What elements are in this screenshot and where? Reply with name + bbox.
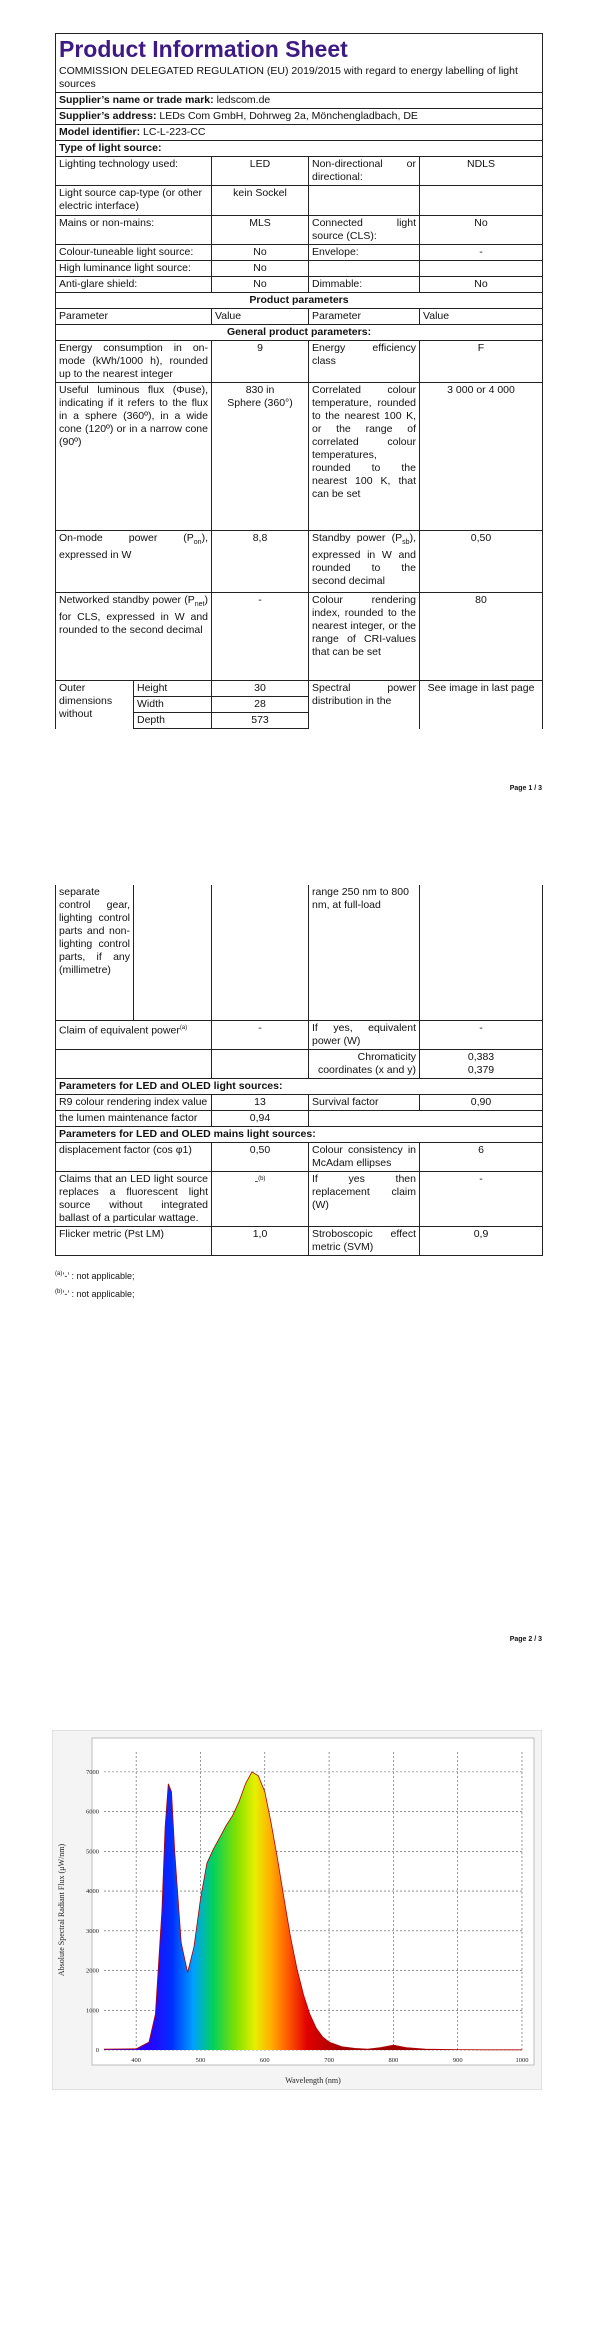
supplier-address-row	[56, 109, 543, 125]
claims-footnote-mark: (b)	[258, 1175, 266, 1182]
light-source-heading: Type of light source:	[56, 141, 543, 157]
ls-value: kein Sockel	[212, 186, 309, 216]
flicker-metric-value: 1,0	[212, 1226, 309, 1255]
dimensions-empty-cell	[134, 885, 212, 1020]
colour-consistency-label: Colour consistency in McAdam ellipses	[309, 1142, 420, 1171]
equivalent-power-w-label: If yes, equivalent power (W)	[309, 1020, 420, 1049]
replacement-claim-value: -	[420, 1171, 543, 1226]
ls-label: Non-directional or directional:	[309, 157, 420, 186]
net-label-tail: ) for CLS, expressed in W and rounded to the second decimal	[59, 594, 208, 637]
standby-label-sub: sb	[402, 539, 410, 547]
page-title: Product Information Sheet	[56, 34, 543, 65]
ls-value: -	[420, 245, 543, 261]
spectrum-chart	[52, 1730, 542, 2090]
regulation-text: COMMISSION DELEGATED REGULATION (EU) 2019/2015 with regard to energy labelling of light sources	[56, 64, 543, 93]
y-tick-label: 3000	[86, 1927, 99, 1935]
net-label-text: Networked standby power (P	[59, 594, 195, 606]
ls-row-high-luminance	[56, 261, 543, 277]
flicker-row	[56, 1226, 543, 1255]
cri-label: Colour rendering index, rounded to the nearest integer, or the range of CRI-values that can be set	[309, 593, 420, 681]
ls-value	[420, 261, 543, 277]
chromaticity-empty-cell	[212, 1049, 309, 1078]
standby-label-text: Standby power (P	[312, 532, 403, 544]
ls-value	[420, 186, 543, 216]
ls-label: Light source cap-type (or other electric interface)	[56, 186, 212, 216]
x-tick-label: 1000	[515, 2057, 529, 2064]
equivalent-power-label	[56, 1020, 212, 1049]
networked-standby-label	[56, 593, 212, 681]
ls-row-anti-glare	[56, 277, 543, 293]
supplier-name-value: ledscom.de	[216, 94, 271, 106]
ls-value: LED	[212, 157, 309, 186]
footnote-a	[55, 1268, 135, 1283]
fluorescent-claims-value	[212, 1171, 309, 1226]
fluorescent-claims-label: Claims that an LED light source replaces a fluorescent light source without integrated ballast of a particular wattage.	[56, 1171, 212, 1226]
height-label: Height	[134, 681, 212, 697]
equivalent-power-w-value: -	[420, 1020, 543, 1049]
lumen-maintenance-value: 0,94	[212, 1110, 309, 1126]
ls-label: Dimmable:	[309, 277, 420, 293]
column-header-parameter: Parameter	[56, 309, 212, 325]
networked-standby-value: -	[212, 593, 309, 681]
luminous-flux-value-line: Sphere (360°)	[227, 397, 293, 409]
x-tick-label: 900	[452, 2057, 463, 2064]
ls-row-colour-tuneable	[56, 245, 543, 261]
column-header-parameter: Parameter	[309, 309, 420, 325]
lumen-empty-cell	[309, 1110, 420, 1126]
replacement-claim-label: If yes then replacement claim (W)	[309, 1171, 420, 1226]
onmode-power-value: 8,8	[212, 531, 309, 593]
chromaticity-x: 0,383	[467, 1050, 495, 1063]
supplier-address-label: Supplier’s address:	[59, 110, 157, 122]
equiv-label-text: Claim of equivalent power	[59, 1024, 180, 1036]
outer-dimensions-label: Outer dimensions without	[56, 681, 134, 729]
column-header-value: Value	[420, 309, 543, 325]
chromaticity-y: 0,379	[467, 1063, 495, 1076]
ls-value: MLS	[212, 216, 309, 245]
flux-row	[56, 383, 543, 531]
colour-consistency-value: 6	[420, 1142, 543, 1171]
net-label-sub: net	[194, 601, 205, 609]
cri-value: 80	[420, 593, 543, 681]
ls-label: Envelope:	[309, 245, 420, 261]
column-header-row	[56, 309, 543, 325]
onmode-label-tail: ), expressed in W	[59, 532, 208, 562]
ls-value: No	[420, 216, 543, 245]
x-tick-label: 800	[388, 2057, 399, 2064]
dimensions-continued-row	[56, 885, 543, 1020]
ls-label	[309, 261, 420, 277]
chromaticity-empty-cell	[56, 1049, 212, 1078]
ls-label: Connected light source (CLS):	[309, 216, 420, 245]
width-label: Width	[134, 697, 212, 713]
displacement-factor-value: 0,50	[212, 1142, 309, 1171]
lumen-maintenance-row	[56, 1110, 543, 1126]
model-identifier-label: Model identifier:	[59, 126, 141, 138]
product-sheet-page1	[55, 33, 543, 729]
ls-label: Anti-glare shield:	[56, 277, 212, 293]
y-tick-label: 6000	[86, 1808, 99, 1816]
onmode-label-sub: on	[193, 539, 202, 547]
width-value: 28	[212, 697, 309, 713]
lumen-maintenance-label: the lumen maintenance factor	[56, 1110, 212, 1126]
onmode-row	[56, 531, 543, 593]
spectral-empty-cell	[420, 885, 543, 1020]
r9-value: 13	[212, 1094, 309, 1110]
ls-label: Lighting technology used:	[56, 157, 212, 186]
ls-value: No	[420, 277, 543, 293]
flicker-metric-label: Flicker metric (Pst LM)	[56, 1226, 212, 1255]
ls-value: No	[212, 261, 309, 277]
cct-label: Correlated colour temperature, rounded to the nearest 100 K, or the range of correlated colour temperatures, rounded to the nearest 100 K, that can be set	[309, 383, 420, 531]
energy-consumption-value: 9	[212, 341, 309, 383]
cct-value: 3 000 or 4 000	[420, 383, 543, 531]
equivalent-power-value: -	[212, 1020, 309, 1049]
ls-row-cap-type	[56, 186, 543, 216]
y-axis-label: Absolute Spectral Radiant Flux (μW/nm)	[57, 1843, 66, 1977]
footnote-a-text: ’-’ : not applicable;	[62, 1271, 135, 1281]
spectral-distribution-label: Spectral power distribution in the	[309, 681, 420, 729]
r9-label: R9 colour rendering index value	[56, 1094, 212, 1110]
onmode-power-label	[56, 531, 212, 593]
displacement-row	[56, 1142, 543, 1171]
footnote-b-text: ’-’ : not applicable;	[62, 1289, 135, 1299]
energy-row	[56, 341, 543, 383]
y-tick-label: 7000	[86, 1768, 99, 1776]
supplier-name-label: Supplier’s name or trade mark:	[59, 94, 214, 106]
equiv-footnote-mark: (a)	[179, 1024, 188, 1031]
depth-value: 573	[212, 713, 309, 729]
stroboscopic-metric-value: 0,9	[420, 1226, 543, 1255]
displacement-factor-label: displacement factor (cos φ1)	[56, 1142, 212, 1171]
ls-value: No	[212, 277, 309, 293]
equivalent-power-row	[56, 1020, 543, 1049]
mains-parameters-heading: Parameters for LED and OLED mains light sources:	[56, 1126, 543, 1142]
x-axis-label: Wavelength (nm)	[285, 2076, 341, 2085]
y-tick-label: 1000	[86, 2007, 99, 2015]
energy-consumption-label: Energy consumption in on-mode (kWh/1000 h), rounded up to the nearest integer	[56, 341, 212, 383]
product-sheet-page2	[55, 885, 543, 1256]
column-header-value: Value	[212, 309, 309, 325]
x-tick-label: 500	[195, 2057, 206, 2064]
outer-dimensions-label-continued: separate control gear, lighting control parts and non-lighting control parts, if any (millimetre)	[56, 885, 134, 1020]
page-number: Page 2 / 3	[509, 1636, 542, 1643]
luminous-flux-value-line: 830 in	[245, 384, 275, 396]
energy-class-value: F	[420, 341, 543, 383]
luminous-flux-label: Useful luminous flux (Φuse), indicating if it refers to the flux in a sphere (360º), in a wide cone (120º) or in a narrow cone (90º)	[56, 383, 212, 531]
ls-label: High luminance light source:	[56, 261, 212, 277]
lumen-empty-cell	[420, 1110, 543, 1126]
height-value: 30	[212, 681, 309, 697]
y-tick-label: 4000	[86, 1888, 99, 1896]
energy-class-label: Energy efficiency class	[309, 341, 420, 383]
x-tick-label: 400	[131, 2057, 142, 2064]
x-tick-label: 600	[259, 2057, 270, 2064]
ls-row-mains	[56, 216, 543, 245]
y-tick-label: 0	[95, 2047, 99, 2054]
standby-power-value: 0,50	[420, 531, 543, 593]
led-parameters-heading: Parameters for LED and OLED light sources:	[56, 1078, 543, 1094]
standby-power-label	[309, 531, 420, 593]
chromaticity-label: Chromaticity coordinates (x and y)	[309, 1049, 420, 1078]
ls-value: NDLS	[420, 157, 543, 186]
general-parameters-heading: General product parameters:	[56, 325, 543, 341]
page-number: Page 1 / 3	[509, 785, 542, 792]
footnote-b	[55, 1286, 135, 1301]
claims-row	[56, 1171, 543, 1226]
ls-label: Mains or non-mains:	[56, 216, 212, 245]
stroboscopic-metric-label: Stroboscopic effect metric (SVM)	[309, 1226, 420, 1255]
y-tick-label: 2000	[86, 1967, 99, 1975]
footnote-a-mark: (a)	[55, 1271, 63, 1277]
claims-value-text: -	[254, 1175, 259, 1187]
spectral-distribution-value: See image in last page	[420, 681, 543, 729]
networked-row	[56, 593, 543, 681]
height-row	[56, 681, 543, 697]
onmode-label-text: On-mode power (P	[59, 532, 194, 544]
depth-label: Depth	[134, 713, 212, 729]
spectrum-chart-svg	[52, 1730, 542, 2090]
supplier-address-value: LEDs Com GmbH, Dohrweg 2a, Mönchengladbach, DE	[159, 110, 418, 122]
ls-value: No	[212, 245, 309, 261]
luminous-flux-value	[212, 383, 309, 531]
footnote-b-mark: (b)	[55, 1289, 63, 1295]
supplier-name-row	[56, 93, 543, 109]
ls-label	[309, 186, 420, 216]
chromaticity-value	[420, 1049, 543, 1078]
ls-row-technology	[56, 157, 543, 186]
survival-factor-value: 0,90	[420, 1094, 543, 1110]
model-identifier-value: LC-L-223-CC	[143, 126, 206, 138]
dimensions-empty-cell	[212, 885, 309, 1020]
x-tick-label: 700	[324, 2057, 334, 2064]
product-parameters-heading: Product parameters	[56, 293, 543, 309]
y-tick-label: 5000	[86, 1848, 99, 1856]
model-identifier-row	[56, 125, 543, 141]
r9-row	[56, 1094, 543, 1110]
chromaticity-row	[56, 1049, 543, 1078]
spectral-distribution-label-continued: range 250 nm to 800 nm, at full-load	[309, 885, 420, 1020]
ls-label: Colour-tuneable light source:	[56, 245, 212, 261]
survival-factor-label: Survival factor	[309, 1094, 420, 1110]
standby-label-tail: ), expressed in W and rounded to the second decimal	[312, 532, 416, 588]
